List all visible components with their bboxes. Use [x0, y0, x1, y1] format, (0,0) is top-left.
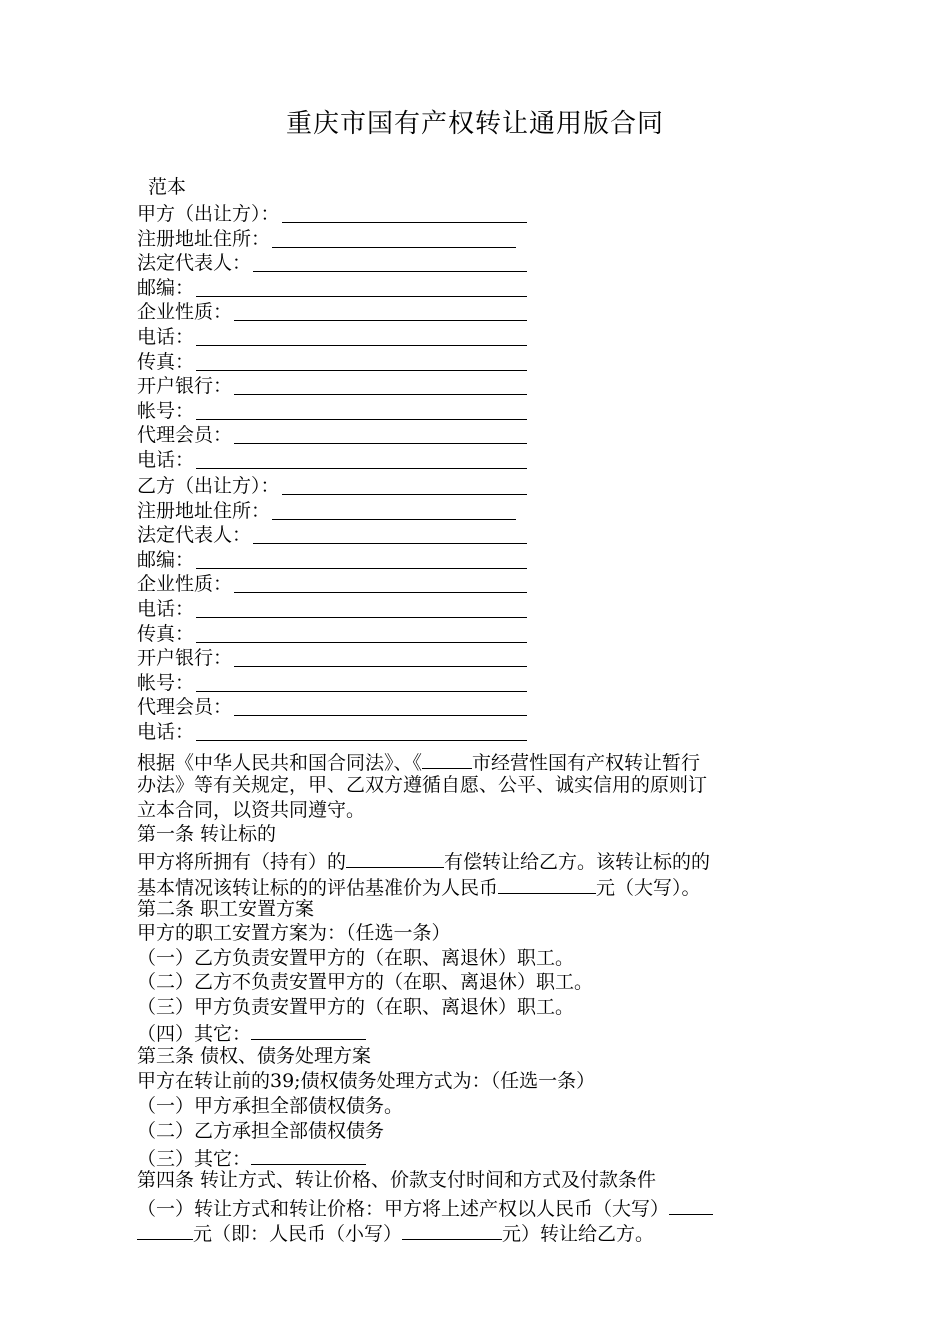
field-label: 甲方（出让方）： [137, 203, 280, 225]
party-field [137, 572, 527, 597]
field-blank[interactable] [272, 227, 516, 248]
field-label: 电话： [137, 598, 195, 620]
party-field [137, 350, 527, 375]
city-blank[interactable] [422, 748, 472, 769]
field-label: 代理会员： [137, 696, 233, 719]
field-blank[interactable] [234, 695, 527, 716]
field-label: 电话： [137, 449, 195, 471]
field-blank[interactable] [196, 325, 527, 346]
party-field [137, 695, 527, 720]
article-3-option-1: （一）甲方承担全部债权债务。 [137, 1095, 404, 1117]
field-label: 代理会员： [137, 424, 233, 447]
party-field [137, 548, 527, 573]
other-arrangement-blank[interactable] [251, 1019, 366, 1040]
field-label: 企业性质： [137, 573, 233, 596]
document-title: 重庆市国有产权转让通用版合同 [285, 109, 664, 139]
intro-line-3: 立本合同，以资共同遵守。 [137, 799, 366, 821]
party-field [137, 399, 527, 424]
field-label: 乙方（出让方）： [137, 475, 280, 497]
field-blank[interactable] [234, 300, 527, 321]
article-3-option-3 [137, 1144, 366, 1169]
article-text: 元（大写）。 [596, 877, 701, 899]
article-1-heading: 第一条 转让标的 [137, 823, 277, 845]
field-label: 电话： [137, 326, 195, 348]
field-label: 传真： [137, 622, 195, 645]
field-label: 邮编： [137, 548, 195, 571]
field-label: 开户银行： [137, 647, 233, 670]
field-label: 法定代表人： [137, 252, 252, 275]
field-label: 传真： [137, 350, 195, 373]
party-field [137, 523, 527, 548]
article-1-line-2 [137, 873, 701, 898]
party-field [137, 448, 527, 473]
article-text: 元）转让给乙方。 [502, 1223, 655, 1245]
field-blank[interactable] [234, 572, 527, 593]
field-label: 开户银行： [137, 375, 233, 398]
party-field [137, 227, 527, 252]
field-blank[interactable] [196, 597, 527, 618]
party-field [137, 646, 527, 671]
article-text: （四）其它： [137, 1023, 252, 1045]
field-blank[interactable] [196, 548, 527, 569]
article-3-option-2: （二）乙方承担全部债权债务 [137, 1120, 385, 1142]
article-2-option-4 [137, 1019, 366, 1044]
document-subtitle: 范本 [148, 176, 187, 198]
article-3-heading: 第三条 债权、债务处理方案 [137, 1045, 372, 1067]
field-label: 法定代表人： [137, 524, 252, 547]
article-2-option-2: （二）乙方不负责安置甲方的（在职、离退休）职工。 [137, 971, 594, 993]
party-field [137, 276, 527, 301]
field-label: 帐号： [137, 399, 195, 422]
field-blank[interactable] [196, 448, 527, 469]
intro-line-2: 办法》等有关规定，甲、乙双方遵循自愿、公平、诚实信用的原则订 [137, 774, 708, 796]
article-text: 元（即：人民币（小写） [193, 1223, 403, 1245]
party-field [137, 251, 527, 276]
field-blank[interactable] [196, 350, 527, 371]
intro-text: 市经营性国有产权转让暂行 [472, 752, 701, 774]
field-blank[interactable] [234, 374, 527, 395]
article-2-heading: 第二条 职工安置方案 [137, 898, 315, 920]
base-price-blank[interactable] [498, 873, 596, 894]
field-blank[interactable] [253, 523, 527, 544]
field-label: 帐号： [137, 671, 195, 694]
field-blank[interactable] [272, 499, 516, 520]
party-field [137, 423, 527, 448]
party-field [137, 300, 527, 325]
article-2-intro: 甲方的职工安置方案为：（任选一条） [137, 922, 451, 944]
party-field [137, 325, 527, 350]
party-field [137, 720, 527, 745]
field-blank[interactable] [282, 202, 527, 223]
article-text: （一）转让方式和转让价格：甲方将上述产权以人民币（大写） [137, 1198, 670, 1220]
field-blank[interactable] [196, 720, 527, 741]
article-text: 甲方将所拥有（持有）的 [137, 851, 347, 873]
party-field [137, 374, 527, 399]
transfer-object-blank[interactable] [346, 847, 444, 868]
intro-text: 根据《中华人民共和国合同法》、《 [137, 752, 423, 774]
party-field [137, 499, 527, 524]
party-heading [137, 202, 527, 227]
intro-line-1 [137, 748, 700, 773]
article-text: 基本情况该转让标的的评估基准价为人民币 [137, 877, 499, 899]
other-debt-blank[interactable] [251, 1144, 366, 1165]
party-field [137, 597, 527, 622]
field-blank[interactable] [196, 276, 527, 297]
field-label: 企业性质： [137, 301, 233, 324]
field-blank[interactable] [196, 622, 527, 643]
article-2-option-3: （三）甲方负责安置甲方的（在职、离退休）职工。 [137, 996, 575, 1018]
party-field [137, 622, 527, 647]
price-uppercase-blank-cont[interactable] [137, 1219, 193, 1240]
field-blank[interactable] [196, 399, 527, 420]
article-3-intro: 甲方在转让前的39;债权债务处理方式为：（任选一条） [137, 1070, 596, 1092]
field-blank[interactable] [196, 671, 527, 692]
article-text: 有偿转让给乙方。该转让标的的 [444, 851, 711, 873]
price-uppercase-blank[interactable] [669, 1194, 713, 1215]
field-blank[interactable] [234, 423, 527, 444]
field-label: 注册地址住所： [137, 499, 271, 522]
field-blank[interactable] [234, 646, 527, 667]
article-4-line-1 [137, 1194, 713, 1219]
party-heading [137, 474, 527, 499]
article-2-option-1: （一）乙方负责安置甲方的（在职、离退休）职工。 [137, 947, 575, 969]
field-label: 注册地址住所： [137, 227, 271, 250]
party-field [137, 671, 527, 696]
field-label: 邮编： [137, 276, 195, 299]
field-label: 电话： [137, 721, 195, 743]
article-4-heading: 第四条 转让方式、转让价格、价款支付时间和方式及付款条件 [137, 1169, 657, 1191]
article-text: （三）其它： [137, 1148, 252, 1170]
article-1-line-1 [137, 847, 710, 872]
field-blank[interactable] [282, 474, 527, 495]
field-blank[interactable] [253, 251, 527, 272]
price-lowercase-blank[interactable] [402, 1219, 502, 1240]
article-4-line-2 [137, 1219, 654, 1244]
